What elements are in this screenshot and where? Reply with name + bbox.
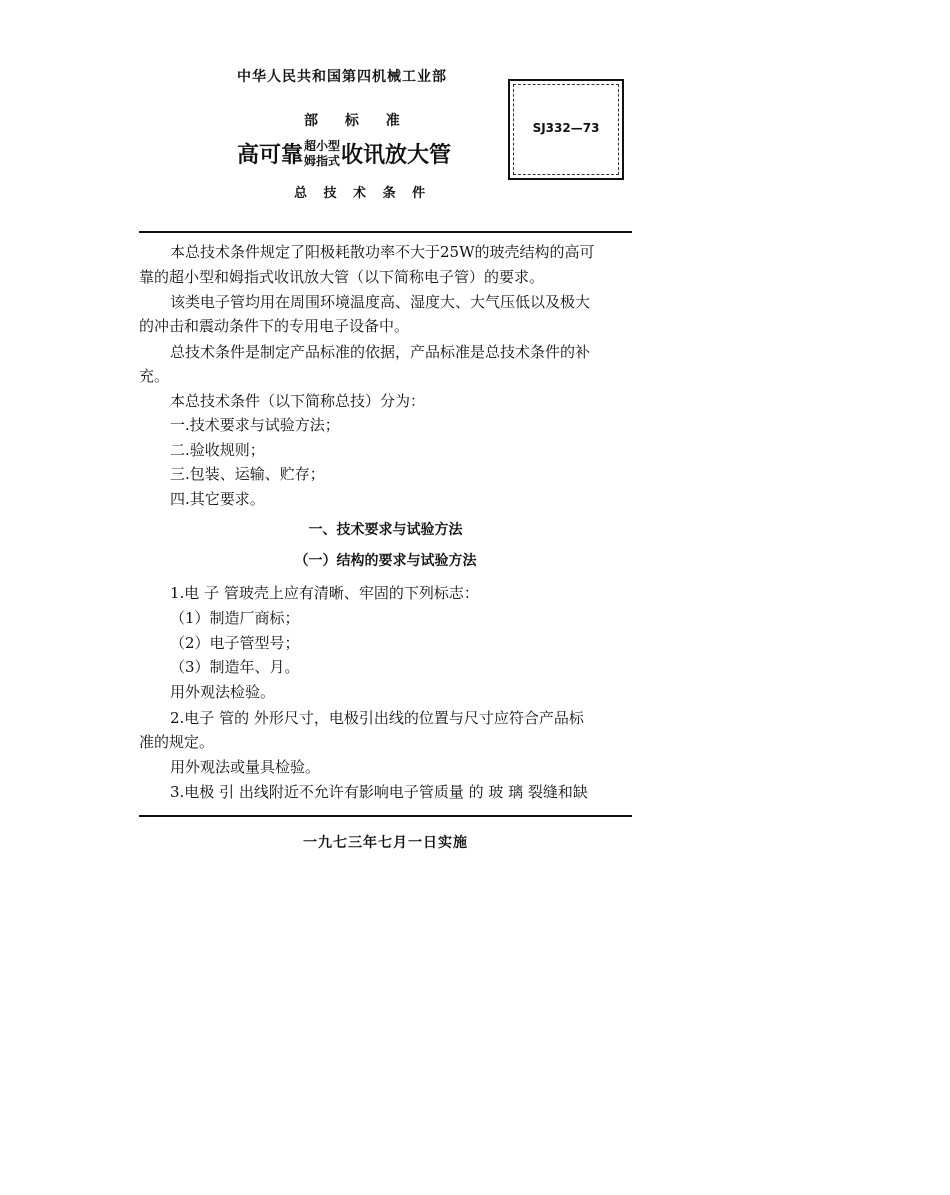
- intro-p4: 本总技术条件（以下简称总技）分为：: [170, 392, 426, 410]
- item1-sub: （1）制造厂商标；: [170, 609, 300, 627]
- list-item: 三.包装、运输、贮存；: [170, 465, 325, 483]
- document-subtitle: 总 技 术 条 件: [294, 186, 429, 201]
- title-suffix: 收讯放大管: [341, 143, 452, 168]
- item2-check: 用外观法或量具检验。: [170, 758, 321, 776]
- list-item: 二.验收规则；: [170, 441, 265, 459]
- standard-type: 部 标 准: [304, 113, 400, 129]
- title-stack-bottom: 姆指式: [304, 153, 341, 168]
- intro-p3-line1: 总技术条件是制定产品标准的依据，产品标准是总技术条件的补: [170, 343, 591, 361]
- standard-code-box: [508, 79, 624, 180]
- title-stack: [304, 139, 340, 169]
- top-rule: [139, 231, 632, 233]
- title-stack-top: 超小型: [304, 138, 341, 153]
- item3-line1: 3.电极 引 出线附近不允许有影响电子管质量 的 玻 璃 裂缝和缺: [170, 783, 588, 801]
- title-prefix: 高可靠: [237, 143, 304, 168]
- effective-date: 一九七三年七月一日实施: [303, 835, 468, 851]
- standard-code: SJ332—73: [532, 120, 600, 135]
- section-subheading: （一）结构的要求与试验方法: [294, 553, 477, 569]
- intro-p3-line2: 充。: [139, 367, 170, 385]
- item1-sub: （2）电子管型号；: [170, 634, 300, 652]
- intro-p1-line2: 靠的超小型和姆指式收讯放大管（以下简称电子管）的要求。: [139, 268, 545, 286]
- item2-line2: 准的规定。: [139, 733, 215, 751]
- ministry-name: 中华人民共和国第四机械工业部: [237, 69, 447, 85]
- document-title: [237, 138, 451, 174]
- item1-sub: （3）制造年、月。: [170, 658, 300, 676]
- section-heading: 一、技术要求与试验方法: [308, 522, 463, 538]
- item1-text: 1.电 子 管玻壳上应有清晰、牢固的下列标志：: [170, 584, 479, 602]
- list-item: 四.其它要求。: [170, 490, 265, 508]
- item1-check: 用外观法检验。: [170, 683, 276, 701]
- item2-line1: 2.电子 管的 外形尺寸，电极引出线的位置与尺寸应符合产品标: [170, 709, 584, 727]
- intro-p2-line2: 的冲击和震动条件下的专用电子设备中。: [139, 317, 410, 335]
- intro-p2-line1: 该类电子管均用在周围环境温度高、湿度大、大气压低以及极大: [170, 293, 591, 311]
- list-item: 一.技术要求与试验方法；: [170, 416, 340, 434]
- intro-p1-line1: 本总技术条件规定了阳极耗散功率不大于25W的玻壳结构的高可: [170, 243, 595, 261]
- bottom-rule: [139, 815, 632, 817]
